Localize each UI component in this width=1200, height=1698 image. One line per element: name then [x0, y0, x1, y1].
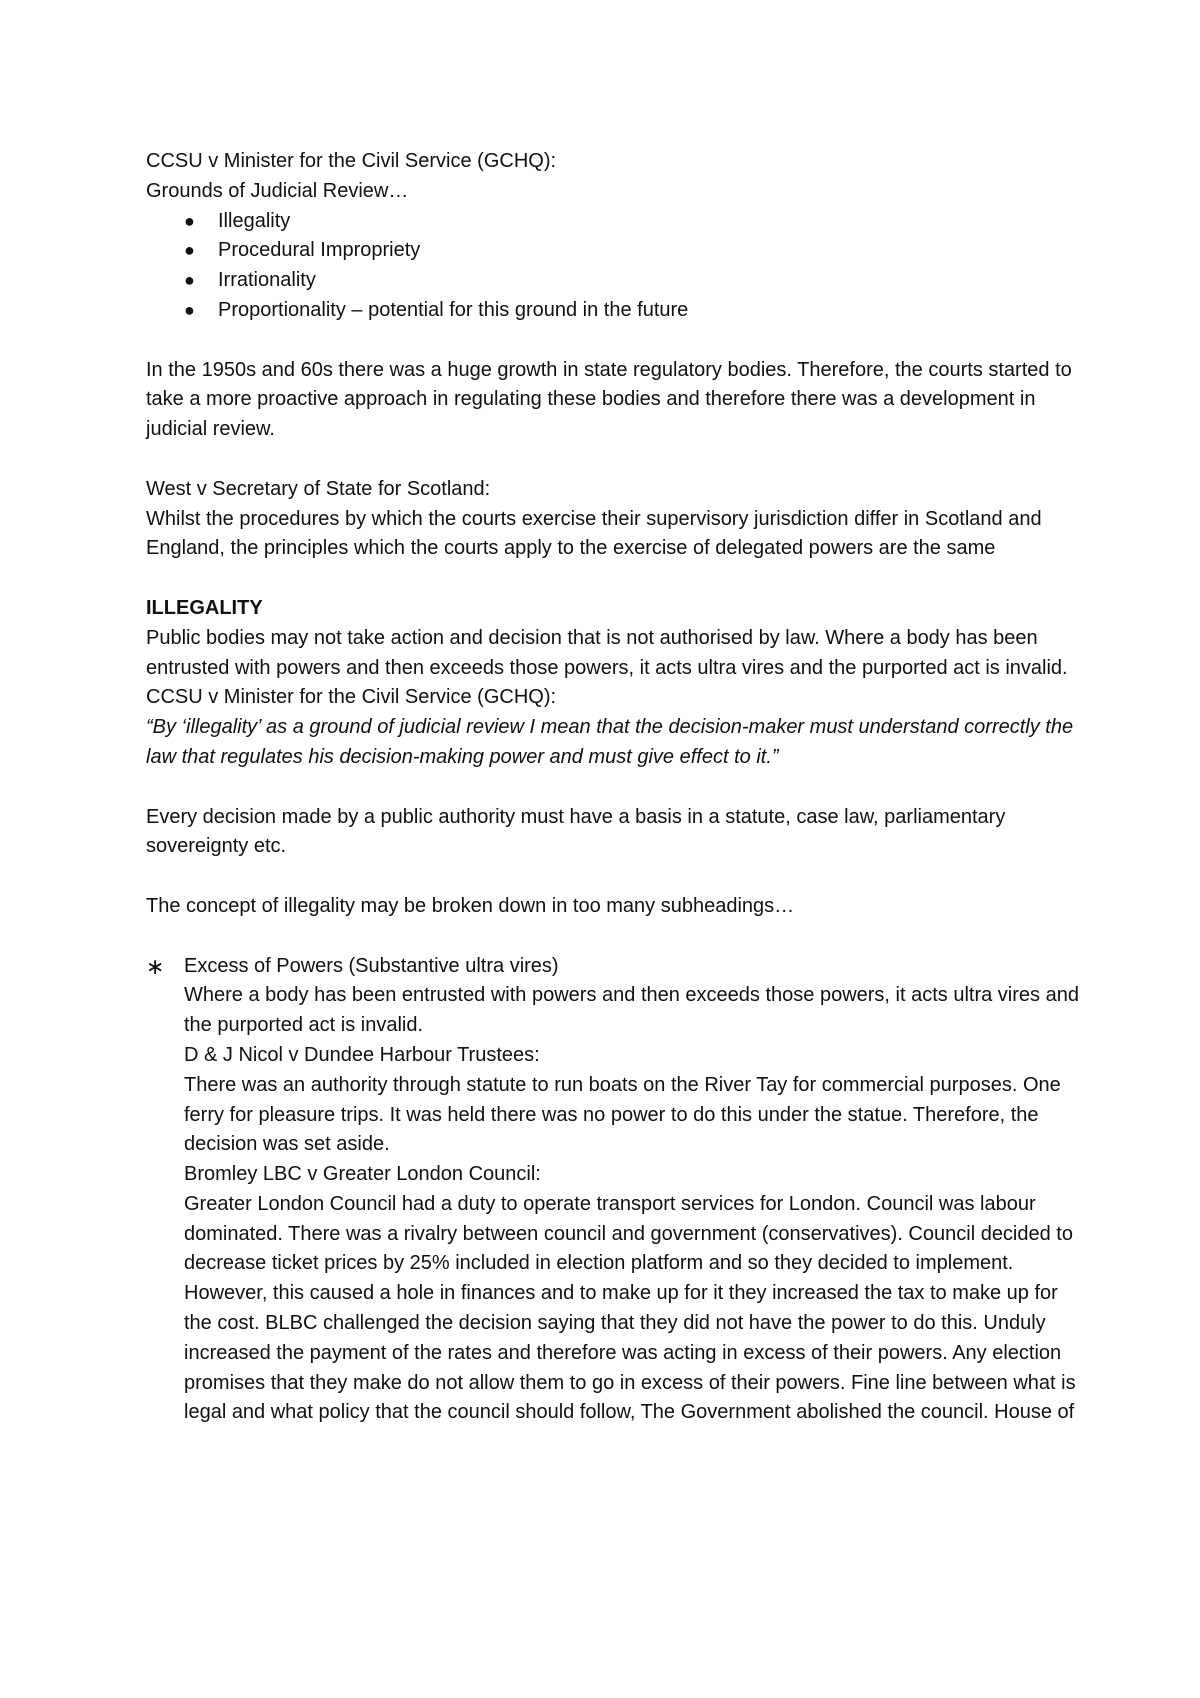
document-page [146, 147, 1086, 1428]
list-item [146, 236, 1086, 266]
excess-heading: Excess of Powers (Substantive ultra vires) [184, 954, 559, 977]
bullet-icon: ● [184, 270, 195, 291]
illegality-text: Public bodies may not take action and decision that is not authorised by law. Where a body has been entrusted with powers and then exceeds those powers, it acts ultra vires and the purported act is invalid. [146, 626, 1068, 679]
spacer [146, 773, 1086, 803]
list-item [146, 207, 1086, 237]
asterisk-icon: ∗ [146, 954, 165, 980]
bullet-icon: ● [184, 240, 195, 261]
ground-illegality: Illegality [218, 209, 291, 232]
case-heading-gchq: CCSU v Minister for the Civil Service (GCHQ): [146, 150, 557, 172]
west-case-text: Whilst the procedures by which the courts exercise their supervisory jurisdiction differ in Scotland and England, the principles which the courts apply to the exercise of delegated powers are the same [146, 507, 1042, 560]
excess-of-powers-section [146, 952, 1086, 1429]
concept-paragraph: The concept of illegality may be broken down in too many subheadings… [146, 894, 795, 917]
illegality-case-heading: CCSU v Minister for the Civil Service (GCHQ): [146, 686, 557, 709]
bullet-icon: ● [184, 210, 195, 231]
spacer [146, 564, 1086, 594]
ground-procedural-impropriety: Procedural Impropriety [218, 239, 421, 262]
ground-irrationality: Irrationality [218, 269, 316, 292]
excess-text: Where a body has been entrusted with powers and then exceeds those powers, it acts ultra vires and the purported act is invalid. [184, 984, 1079, 1037]
bromley-case-text: Greater London Council had a duty to operate transport services for London. Council was labour dominated. There was a rivalry between council and government (conservatives). Council decided to decrease ticket prices by 25% included in election platform and so they decided to implement. However, this caused a hole in finances and to make up for it they increased the tax to make up for the cost. BLBC challenged the decision saying that they did not have the power to do this. Unduly increased the payment of the rates and therefore was acting in excess of their powers. Any election promises that they make do not allow them to go in excess of their powers. Fine line between what is legal and what policy that the council should follow, The Government abolished the council. House of [184, 1192, 1076, 1424]
bullet-icon: ● [184, 299, 195, 320]
history-paragraph: In the 1950s and 60s there was a huge growth in state regulatory bodies. Therefore, the courts started to take a more proactive approach in regulating these bodies and therefore there was a development in judicial review. [146, 358, 1072, 441]
bromley-case-heading: Bromley LBC v Greater London Council: [184, 1163, 541, 1186]
nicol-case-heading: D & J Nicol v Dundee Harbour Trustees: [184, 1043, 540, 1066]
list-item [146, 296, 1086, 326]
illegality-quote: “By ‘illegality’ as a ground of judicial review I mean that the decision-maker must understand correctly the law that regulates his decision-making power and must give effect to it.” [146, 716, 1074, 768]
nicol-case-text: There was an authority through statute to run boats on the River Tay for commercial purposes. One ferry for pleasure trips. It was held there was no power to do this under the statue. Therefore, the decision was set aside. [184, 1073, 1061, 1156]
basis-paragraph: Every decision made by a public authority must have a basis in a statute, case law, parliamentary sovereignty etc. [146, 805, 1006, 858]
grounds-list [146, 207, 1086, 326]
illegality-heading: ILLEGALITY [146, 596, 263, 619]
spacer [146, 445, 1086, 475]
spacer [146, 922, 1086, 952]
spacer [146, 326, 1086, 356]
west-case-heading: West v Secretary of State for Scotland: [146, 477, 491, 500]
spacer [146, 862, 1086, 892]
list-item [146, 266, 1086, 296]
grounds-heading: Grounds of Judicial Review… [146, 179, 409, 202]
ground-proportionality: Proportionality – potential for this ground in the future [218, 298, 689, 321]
